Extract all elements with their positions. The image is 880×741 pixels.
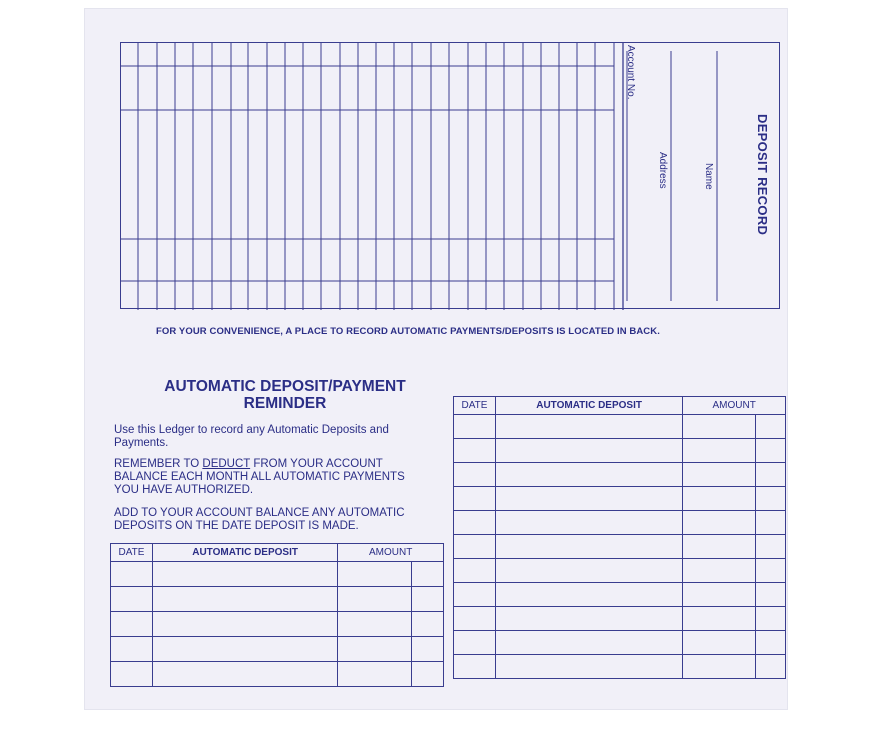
ledger-row: [111, 637, 444, 662]
para1-line1: Use this Ledger to record any Automatic Deposits and: [114, 424, 389, 436]
small-ledger-table: [110, 543, 444, 687]
deposit-cell[interactable]: [495, 535, 682, 559]
date-cell[interactable]: [454, 535, 496, 559]
deposit-cell[interactable]: [152, 637, 337, 662]
para1-line2: Payments.: [114, 437, 169, 449]
deposit-record-grid: [120, 42, 780, 309]
amount-cents-cell[interactable]: [412, 637, 444, 662]
date-cell[interactable]: [454, 415, 496, 439]
reminder-title-line1: AUTOMATIC DEPOSIT/PAYMENT: [164, 378, 406, 395]
ledger-row: [111, 587, 444, 612]
amount-dollars-cell[interactable]: [683, 535, 756, 559]
date-cell[interactable]: [111, 562, 153, 587]
deposit-cell[interactable]: [495, 559, 682, 583]
large-ledger-table: [453, 396, 786, 679]
deposit-cell[interactable]: [152, 562, 337, 587]
amount-cents-cell[interactable]: [412, 587, 444, 612]
date-cell[interactable]: [454, 511, 496, 535]
deposit-cell[interactable]: [152, 662, 337, 687]
amount-dollars-cell[interactable]: [683, 583, 756, 607]
amount-cents-cell[interactable]: [756, 607, 786, 631]
date-cell[interactable]: [111, 587, 153, 612]
amount-dollars-cell[interactable]: [338, 587, 412, 612]
date-cell[interactable]: [111, 662, 153, 687]
amount-cents-cell[interactable]: [412, 662, 444, 687]
deposit-cell[interactable]: [495, 655, 682, 679]
amount-dollars-cell[interactable]: [338, 562, 412, 587]
amount-cents-cell[interactable]: [756, 583, 786, 607]
amount-cents-cell[interactable]: [756, 535, 786, 559]
amount-cents-cell[interactable]: [756, 511, 786, 535]
deposit-cell[interactable]: [495, 631, 682, 655]
deposit-cell[interactable]: [495, 487, 682, 511]
ledger-row: [454, 439, 786, 463]
deposit-record-title: DEPOSIT RECORD: [755, 114, 770, 236]
ledger-row: [454, 535, 786, 559]
date-cell[interactable]: [454, 487, 496, 511]
deduct-emphasis: DEDUCT: [202, 458, 251, 470]
convenience-note: FOR YOUR CONVENIENCE, A PLACE TO RECORD AUTOMATIC PAYMENTS/DEPOSITS IS LOCATED IN BACK.: [156, 326, 660, 337]
date-cell[interactable]: [454, 583, 496, 607]
date-header: DATE: [111, 544, 153, 562]
reminder-paragraph-3: [114, 507, 405, 533]
amount-dollars-cell[interactable]: [683, 511, 756, 535]
ledger-row: [111, 562, 444, 587]
amount-dollars-cell[interactable]: [683, 487, 756, 511]
amount-cents-cell[interactable]: [756, 463, 786, 487]
ledger-row: [111, 612, 444, 637]
amount-dollars-cell[interactable]: [683, 631, 756, 655]
date-cell[interactable]: [111, 637, 153, 662]
large-ledger-header-row: [454, 397, 786, 415]
date-cell[interactable]: [454, 463, 496, 487]
amount-dollars-cell[interactable]: [683, 559, 756, 583]
ledger-row: [454, 487, 786, 511]
amount-dollars-cell[interactable]: [683, 439, 756, 463]
deposit-cell[interactable]: [152, 587, 337, 612]
address-label: Address: [657, 152, 668, 189]
deposit-cell[interactable]: [495, 583, 682, 607]
automatic-deposit-header: AUTOMATIC DEPOSIT: [495, 397, 682, 415]
account-no-label: Account No.: [625, 45, 636, 100]
amount-dollars-cell[interactable]: [338, 662, 412, 687]
amount-header: AMOUNT: [338, 544, 444, 562]
amount-cents-cell[interactable]: [412, 612, 444, 637]
date-cell[interactable]: [454, 607, 496, 631]
date-cell[interactable]: [454, 655, 496, 679]
amount-dollars-cell[interactable]: [683, 607, 756, 631]
ledger-row: [454, 559, 786, 583]
reminder-paragraph-1: [114, 424, 389, 450]
amount-dollars-cell[interactable]: [683, 655, 756, 679]
amount-cents-cell[interactable]: [756, 655, 786, 679]
amount-cents-cell[interactable]: [756, 631, 786, 655]
ledger-row: [454, 583, 786, 607]
date-cell[interactable]: [454, 439, 496, 463]
amount-dollars-cell[interactable]: [338, 637, 412, 662]
ledger-row: [454, 607, 786, 631]
amount-cents-cell[interactable]: [756, 487, 786, 511]
amount-cents-cell[interactable]: [756, 559, 786, 583]
para2-lead: REMEMBER TO: [114, 458, 200, 470]
ledger-row: [454, 415, 786, 439]
name-label: Name: [703, 163, 714, 190]
ledger-row: [454, 463, 786, 487]
deposit-cell[interactable]: [495, 415, 682, 439]
deposit-cell[interactable]: [495, 463, 682, 487]
amount-dollars-cell[interactable]: [683, 463, 756, 487]
date-cell[interactable]: [454, 559, 496, 583]
ledger-row: [454, 511, 786, 535]
amount-cents-cell[interactable]: [756, 415, 786, 439]
small-ledger-header-row: [111, 544, 444, 562]
amount-dollars-cell[interactable]: [338, 612, 412, 637]
para2-rest: FROM YOUR ACCOUNT: [253, 458, 383, 470]
para2-line3: YOU HAVE AUTHORIZED.: [114, 484, 254, 496]
deposit-cell[interactable]: [495, 439, 682, 463]
date-cell[interactable]: [454, 631, 496, 655]
amount-dollars-cell[interactable]: [683, 415, 756, 439]
para3-line1: ADD TO YOUR ACCOUNT BALANCE ANY AUTOMATIC: [114, 507, 405, 519]
deposit-cell[interactable]: [495, 511, 682, 535]
deposit-cell[interactable]: [152, 612, 337, 637]
amount-cents-cell[interactable]: [756, 439, 786, 463]
reminder-title-line2: REMINDER: [243, 395, 327, 412]
automatic-deposit-header: AUTOMATIC DEPOSIT: [152, 544, 337, 562]
ledger-row: [454, 655, 786, 679]
reminder-paragraph-2: [114, 458, 405, 497]
para2-line1: [114, 458, 405, 471]
ledger-row: [454, 631, 786, 655]
deposit-cell[interactable]: [495, 607, 682, 631]
para3-line2: DEPOSITS ON THE DATE DEPOSIT IS MADE.: [114, 520, 359, 532]
reminder-title: [110, 378, 460, 412]
ledger-row: [111, 662, 444, 687]
deposit-grid-lines: [121, 43, 781, 310]
amount-cents-cell[interactable]: [412, 562, 444, 587]
para2-line2: BALANCE EACH MONTH ALL AUTOMATIC PAYMENTS: [114, 471, 405, 483]
date-cell[interactable]: [111, 612, 153, 637]
amount-header: AMOUNT: [683, 397, 786, 415]
date-header: DATE: [454, 397, 496, 415]
